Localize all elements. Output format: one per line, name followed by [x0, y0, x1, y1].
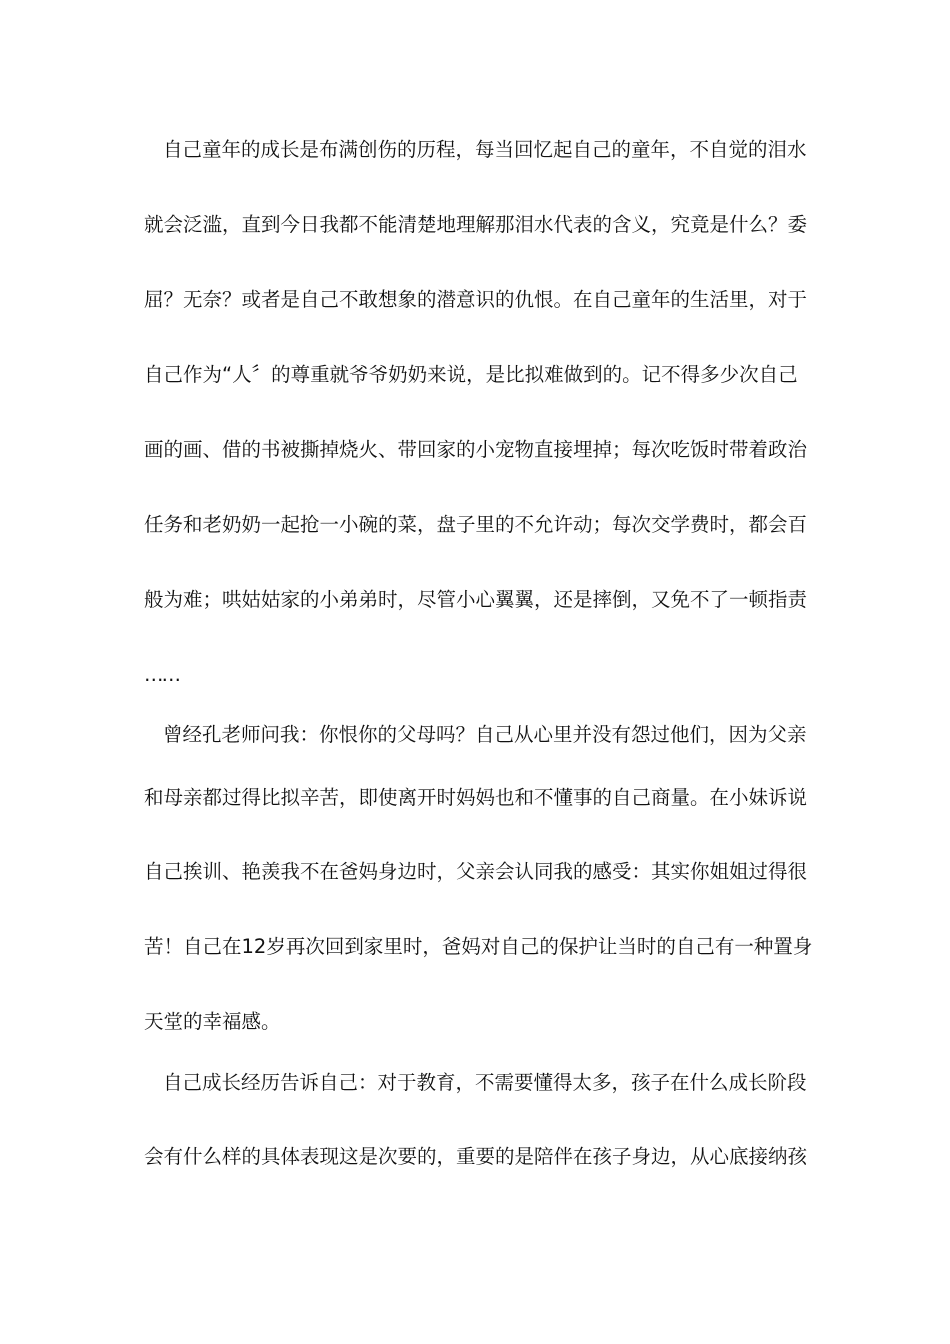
paragraph-1-line-3: 屈？无奈？或者是自己不敢想象的潜意识的仇恨。在自己童年的生活里，对于 — [144, 288, 808, 311]
paragraph-3-line-2: 会有什么样的具体表现这是次要的，重要的是陪伴在孩子身边，从心底接纳孩 — [144, 1145, 808, 1168]
paragraph-2-line-3: 自己挨训、艳羡我不在爸妈身边时，父亲会认同我的感受：其实你姐姐过得很 — [144, 860, 808, 883]
paragraph-1-line-7: 般为难；哄姑姑家的小弟弟时，尽管小心翼翼，还是摔倒，又免不了一顿指责 — [144, 588, 808, 611]
paragraph-2-line-2: 和母亲都过得比拟辛苦，即使离开时妈妈也和不懂事的自己商量。在小妹诉说 — [144, 786, 808, 809]
paragraph-1-line-8: …… — [144, 663, 179, 686]
paragraph-2-line-5: 天堂的幸福感。 — [144, 1010, 281, 1033]
paragraph-1-line-2: 就会泛滥，直到今日我都不能清楚地理解那泪水代表的含义，究竟是什么？委 — [144, 213, 808, 236]
paragraph-1-line-1: 自己童年的成长是布满创伤的历程，每当回忆起自己的童年，不自觉的泪水 — [163, 138, 807, 161]
paragraph-2-line-4: 苦！自己在12岁再次回到家里时，爸妈对自己的保护让当时的自己有一种置身 — [144, 935, 813, 958]
paragraph-2-line-1: 曾经孔老师问我：你恨你的父母吗？自己从心里并没有怨过他们，因为父亲 — [163, 723, 807, 746]
paragraph-1-line-4: 自己作为“人〞的尊重就爷爷奶奶来说，是比拟难做到的。记不得多少次自己 — [144, 363, 798, 386]
paragraph-1-line-6: 任务和老奶奶一起抢一小碗的菜，盘子里的不允许动；每次交学费时，都会百 — [144, 513, 808, 536]
paragraph-1-line-5: 画的画、借的书被撕掉烧火、带回家的小宠物直接埋掉；每次吃饭时带着政治 — [144, 438, 808, 461]
paragraph-3-line-1: 自己成长经历告诉自己：对于教育，不需要懂得太多，孩子在什么成长阶段 — [163, 1071, 807, 1094]
